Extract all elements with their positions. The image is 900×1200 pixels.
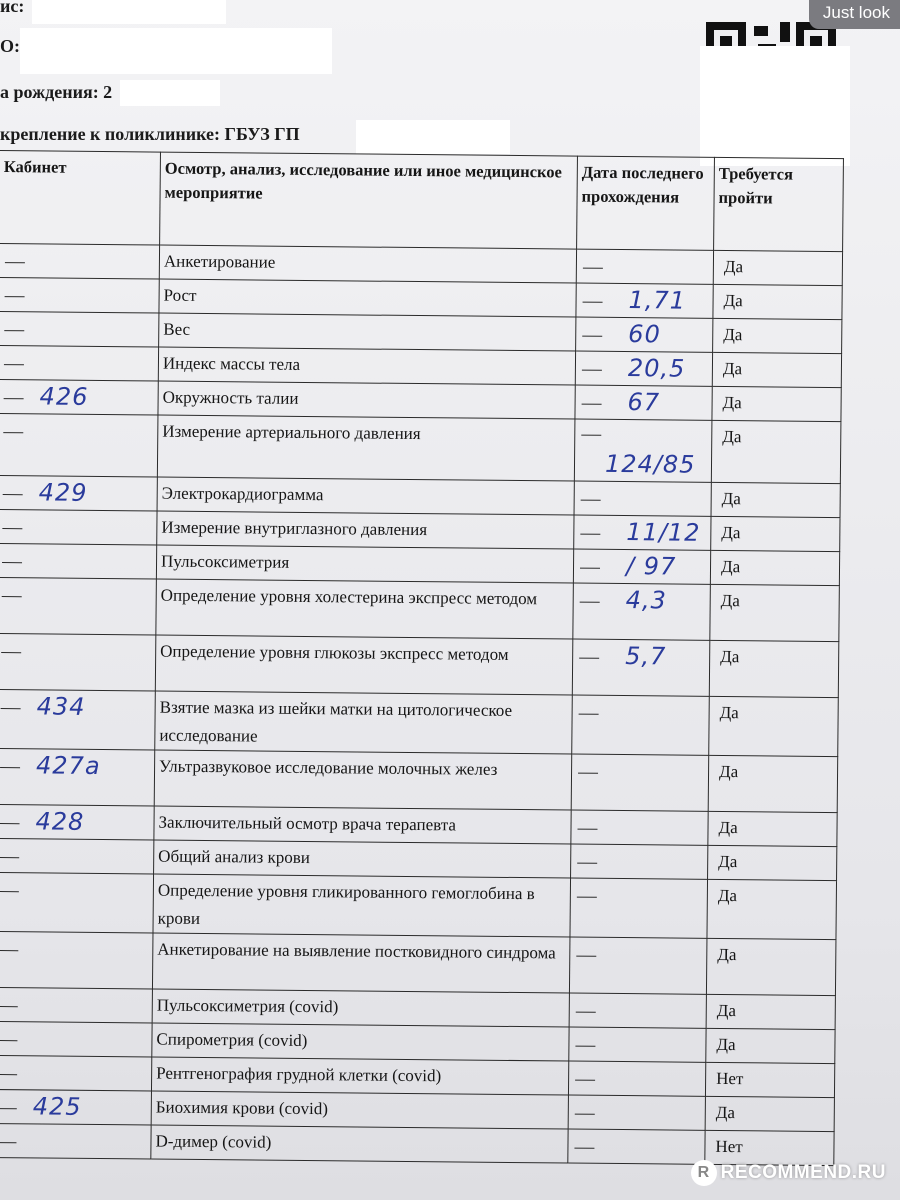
dash-mark [5, 296, 25, 297]
redacted-id [20, 28, 332, 74]
required-cell: Да [706, 1028, 835, 1063]
cabinet-number: 426 [39, 382, 89, 411]
last-date-cell [569, 937, 707, 994]
dash-mark [0, 1040, 17, 1041]
required-cell: Да [713, 250, 842, 285]
handwritten-value: 124/85 [604, 449, 696, 479]
dash-mark [579, 713, 599, 714]
dash-mark [577, 896, 597, 897]
cabinet-cell [0, 1123, 151, 1159]
cabinet-number: 427а [35, 751, 101, 781]
last-date-cell [574, 515, 711, 550]
recommend-logo-icon: R [691, 1160, 717, 1186]
dash-mark [574, 1147, 594, 1148]
cabinet-cell [0, 414, 158, 478]
last-date-cell [575, 385, 712, 420]
column-header-activity: Осмотр, анализ, исследование или иное медицинское мероприятие [160, 152, 578, 249]
activity-cell: Спирометрия (covid) [152, 1023, 569, 1061]
activity-cell: Рентгенография грудной клетки (covid) [151, 1057, 568, 1095]
last-date-cell [573, 583, 711, 640]
dash-mark [4, 364, 24, 365]
activity-cell: Анкетирование [159, 245, 576, 283]
required-cell: Да [708, 811, 837, 846]
required-cell: Да [709, 696, 839, 756]
last-date-cell [576, 283, 713, 318]
cabinet-cell [0, 838, 154, 874]
activity-cell: D-димер (covid) [151, 1125, 568, 1163]
required-cell: Да [709, 640, 839, 697]
required-cell: Да [708, 845, 837, 880]
dash-mark [0, 891, 19, 892]
dash-mark [582, 335, 602, 336]
activity-cell: Анкетирование на выявление постковидного синдрома [152, 933, 570, 993]
dash-mark [581, 499, 601, 500]
dash-mark [580, 601, 600, 602]
cabinet-number: 434 [36, 692, 86, 721]
dash-mark [0, 1074, 17, 1075]
dash-mark [4, 330, 24, 331]
cabinet-cell [0, 244, 160, 280]
dash-mark [1, 652, 21, 653]
dash-mark [576, 955, 596, 956]
watermark [691, 1160, 886, 1186]
last-date-cell [572, 639, 710, 696]
activity-cell: Окружность талии [158, 381, 575, 419]
last-date-cell [571, 810, 708, 845]
cabinet-cell [0, 1055, 152, 1091]
last-date-cell [571, 754, 709, 811]
redacted-birth-date [120, 80, 220, 106]
required-cell: Да [707, 879, 837, 939]
last-date-cell [570, 878, 708, 938]
last-date-cell [571, 844, 708, 879]
watermark-text: RECOMMEND.RU [720, 1162, 886, 1183]
table-row [0, 872, 837, 939]
handwritten-value: / 97 [625, 552, 677, 581]
dash-mark [3, 432, 23, 433]
dash-mark [578, 828, 598, 829]
header-line1: ис: [0, 0, 25, 16]
table-row [0, 931, 836, 995]
activity-cell: Рост [159, 279, 576, 317]
table-row [0, 577, 839, 641]
dash-mark [4, 398, 24, 399]
last-date-cell [574, 481, 711, 516]
header-line2: О: [0, 36, 20, 56]
dash-mark [577, 862, 597, 863]
activity-cell: Измерение артериального давления [157, 415, 575, 481]
activity-cell: Пульсоксиметрия (covid) [152, 989, 569, 1027]
cabinet-cell [0, 380, 158, 416]
dash-mark [0, 1142, 16, 1143]
required-cell: Да [712, 352, 841, 387]
dash-mark [0, 767, 20, 768]
handwritten-value: 11/12 [626, 518, 701, 547]
table-row [0, 689, 838, 756]
dash-mark [3, 494, 23, 495]
handwritten-value: 4,3 [625, 586, 668, 615]
activity-cell: Измерение внутриглазного давления [157, 511, 574, 549]
examinations-table [0, 150, 844, 1166]
birth-date-label: а рождения: 2 [0, 82, 113, 102]
dash-mark [582, 403, 602, 404]
activity-cell: Заключительный осмотр врача терапевта [154, 806, 571, 844]
last-date-cell [569, 993, 706, 1028]
dash-mark [2, 596, 22, 597]
required-cell: Да [711, 482, 840, 517]
handwritten-value: 20,5 [627, 354, 686, 383]
handwritten-value: 60 [628, 320, 661, 349]
table-row [0, 748, 838, 812]
column-header-required: Требуется пройти [714, 157, 844, 251]
dash-mark [583, 301, 603, 302]
redacted-name [32, 0, 226, 24]
dash-mark [580, 567, 600, 568]
last-date-cell [576, 317, 713, 352]
activity-cell: Индекс массы тела [158, 347, 575, 385]
cabinet-cell [0, 1089, 151, 1125]
cabinet-cell [0, 475, 157, 511]
required-cell: Да [713, 284, 842, 319]
redacted-clinic [356, 120, 510, 154]
dash-mark [579, 657, 599, 658]
cabinet-cell [0, 509, 157, 545]
dash-mark [2, 562, 22, 563]
table-row [0, 633, 839, 697]
activity-cell: Пульсоксиметрия [156, 545, 573, 583]
last-date-cell [569, 1027, 706, 1062]
cabinet-number: 429 [38, 478, 88, 507]
dash-mark [5, 262, 25, 263]
required-cell: Да [711, 420, 841, 483]
dash-mark [0, 950, 18, 951]
table-row [0, 413, 841, 483]
required-cell: Да [708, 755, 838, 812]
just-look-badge: Just look [809, 0, 900, 29]
cabinet-cell [0, 543, 157, 579]
dash-mark [575, 1113, 595, 1114]
last-date-cell [573, 549, 710, 584]
dash-mark [575, 1045, 595, 1046]
cabinet-number: 425 [32, 1092, 82, 1121]
dash-mark [581, 434, 601, 435]
dash-mark [0, 857, 19, 858]
dash-mark [583, 267, 603, 268]
last-date-cell [572, 695, 710, 755]
activity-cell: Определение уровня гликированного гемоглобина в крови [153, 874, 571, 937]
last-date-cell [568, 1129, 705, 1164]
cabinet-cell [0, 872, 154, 933]
cabinet-cell [0, 1021, 152, 1057]
cabinet-cell [0, 748, 155, 806]
table-header-row [0, 151, 843, 252]
cabinet-cell [0, 931, 153, 989]
dash-mark [2, 528, 22, 529]
cabinet-cell [0, 312, 159, 348]
handwritten-value: 67 [627, 388, 661, 417]
activity-cell: Общий анализ крови [154, 840, 571, 878]
redacted-block [700, 46, 850, 166]
column-header-cabinet: Кабинет [0, 151, 160, 246]
dash-mark [576, 1011, 596, 1012]
required-cell: Нет [705, 1130, 834, 1165]
activity-cell: Определение уровня глюкозы экспресс методом [155, 635, 573, 695]
last-date-cell [574, 419, 712, 482]
required-cell: Да [705, 1096, 834, 1131]
dash-mark [578, 772, 598, 773]
activity-cell: Определение уровня холестерина экспресс методом [156, 579, 574, 639]
cabinet-cell [0, 346, 159, 382]
column-header-last-date: Дата последнего прохождения [577, 156, 715, 250]
dash-mark [575, 1079, 595, 1080]
activity-cell: Биохимия крови (covid) [151, 1091, 568, 1129]
activity-cell: Взятие мазка из шейки матки на цитологическое исследование [155, 691, 573, 754]
clinic-attachment-label: крепление к поликлинике: ГБУЗ ГП [0, 124, 300, 144]
required-cell: Да [710, 550, 839, 585]
cabinet-number: 428 [35, 807, 85, 836]
dash-mark [582, 369, 602, 370]
required-cell: Да [706, 994, 835, 1029]
required-cell: Да [712, 386, 841, 421]
required-cell: Нет [705, 1062, 834, 1097]
cabinet-cell [0, 804, 154, 840]
handwritten-value: 5,7 [625, 642, 667, 671]
cabinet-cell [0, 577, 156, 635]
required-cell: Да [706, 938, 836, 995]
cabinet-cell [0, 278, 159, 314]
dash-mark [580, 533, 600, 534]
activity-cell: Электрокардиограмма [157, 477, 574, 515]
cabinet-cell [0, 689, 155, 750]
activity-cell: Ультразвуковое исследование молочных желез [154, 750, 572, 810]
required-cell: Да [710, 584, 840, 641]
dash-mark [1, 708, 21, 709]
required-cell: Да [713, 318, 842, 353]
required-cell: Да [711, 516, 840, 551]
dash-mark [0, 823, 20, 824]
last-date-cell [575, 351, 712, 386]
cabinet-cell [0, 633, 156, 691]
last-date-cell [568, 1061, 705, 1096]
dash-mark [0, 1108, 17, 1109]
dash-mark [0, 1006, 18, 1007]
last-date-cell [576, 249, 713, 284]
handwritten-value: 1,71 [628, 286, 687, 315]
last-date-cell [568, 1095, 705, 1130]
cabinet-cell [0, 987, 152, 1023]
activity-cell: Вес [159, 313, 576, 351]
